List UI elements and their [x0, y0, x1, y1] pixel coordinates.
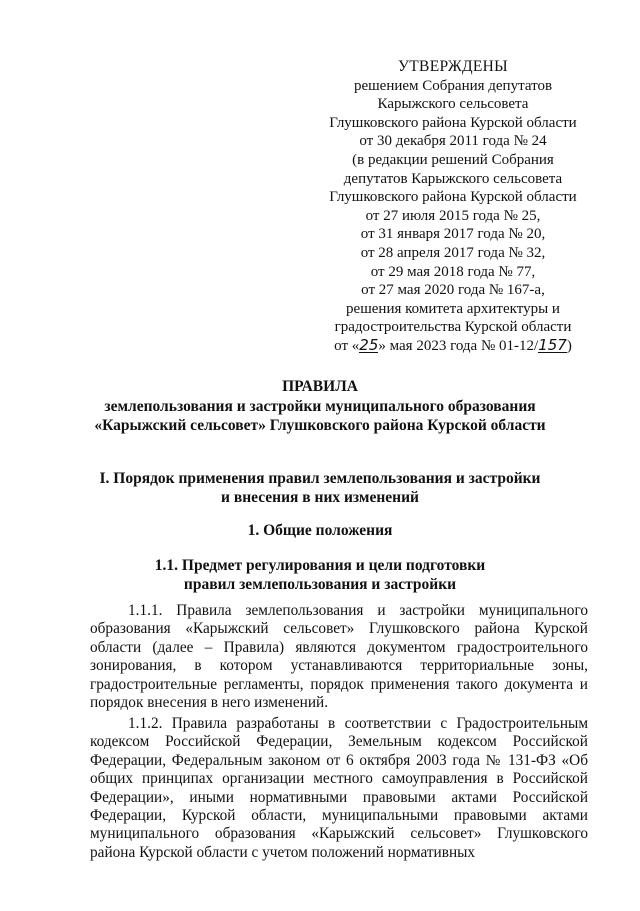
title-rules: ПРАВИЛА [282, 378, 358, 395]
approval-line: решения комитета архитектуры и [346, 300, 560, 317]
paragraph: 1.1.2. Правила разработаны в соответствии с Градостроительным кодексом Российской Федерации, Земельным кодексом Российской Федерации, Федеральным законом от 6 октября 2003 года № 131-ФЗ «Об общих принципах организации местного самоуправления в Российской Федерации», иными нормативными правовыми актами Российской Федерации, Курской области, муниципальными правовыми актами муниципального образования «Карыжский сельсовет» Глушковского района Курской области с учетом положений нормативных [90, 715, 588, 861]
subsubsection-heading-line: правил землепользования и застройки [183, 576, 457, 593]
section-heading-line: и внесения в них изменений [221, 489, 419, 506]
handwritten-number: 157 [538, 335, 567, 354]
approval-line: решением Собрания депутатов [353, 77, 553, 94]
approval-line: от 27 июля 2015 года № 25, [365, 207, 541, 224]
subsubsection-heading-line: 1.1. Предмет регулирования и цели подготовки [154, 557, 486, 574]
title-line: «Карыжский сельсовет» Глушковского района Курской области [94, 417, 546, 434]
approval-line: (в редакции решений Собрания [352, 151, 554, 168]
subsubsection-heading [60, 556, 580, 594]
subsection-heading: 1. Общие положения [247, 522, 393, 539]
approval-line: от 31 января 2017 года № 20, [360, 226, 546, 243]
document-title [60, 377, 580, 435]
section-heading-line: I. Порядок применения правил землепользования и застройки [99, 470, 541, 487]
date-middle: » мая 2023 года № 01-12/ [378, 337, 539, 354]
approval-line: от 28 апреля 2017 года № 32, [360, 244, 546, 261]
approval-line: Глушковского района Курской области [329, 189, 577, 206]
approval-line: Карыжского сельсовета [377, 96, 529, 113]
paragraph: 1.1.1. Правила землепользования и застройки муниципального образования «Карыжский сельсовет» Глушковского района Курской области (далее – Правила) являются документом градостроительного зонирования, в котором устанавливаются территориальные зоны, градостроительные регламенты, порядок применения такого документа и порядок внесения в него изменений. [90, 602, 588, 712]
approval-line: от 30 декабря 2011 года № 24 [359, 133, 547, 150]
approval-heading: УТВЕРЖДЕНЫ [398, 58, 508, 75]
approval-line: Глушковского района Курской области [329, 114, 577, 131]
handwritten-day: 25 [359, 335, 379, 354]
date-prefix: от « [334, 337, 360, 354]
title-line: землепользования и застройки муниципального образования [104, 398, 536, 415]
approval-line: от 27 мая 2020 года № 167-а, [361, 282, 545, 299]
approval-line: градостроительства Курской области [334, 319, 572, 336]
approval-line: депутатов Карыжского сельсовета [343, 170, 563, 187]
date-suffix: ) [566, 337, 572, 354]
approval-block [310, 58, 596, 356]
approval-date-line [310, 337, 596, 356]
approval-line: от 29 мая 2018 года № 77, [370, 263, 536, 280]
section-heading [60, 469, 580, 507]
